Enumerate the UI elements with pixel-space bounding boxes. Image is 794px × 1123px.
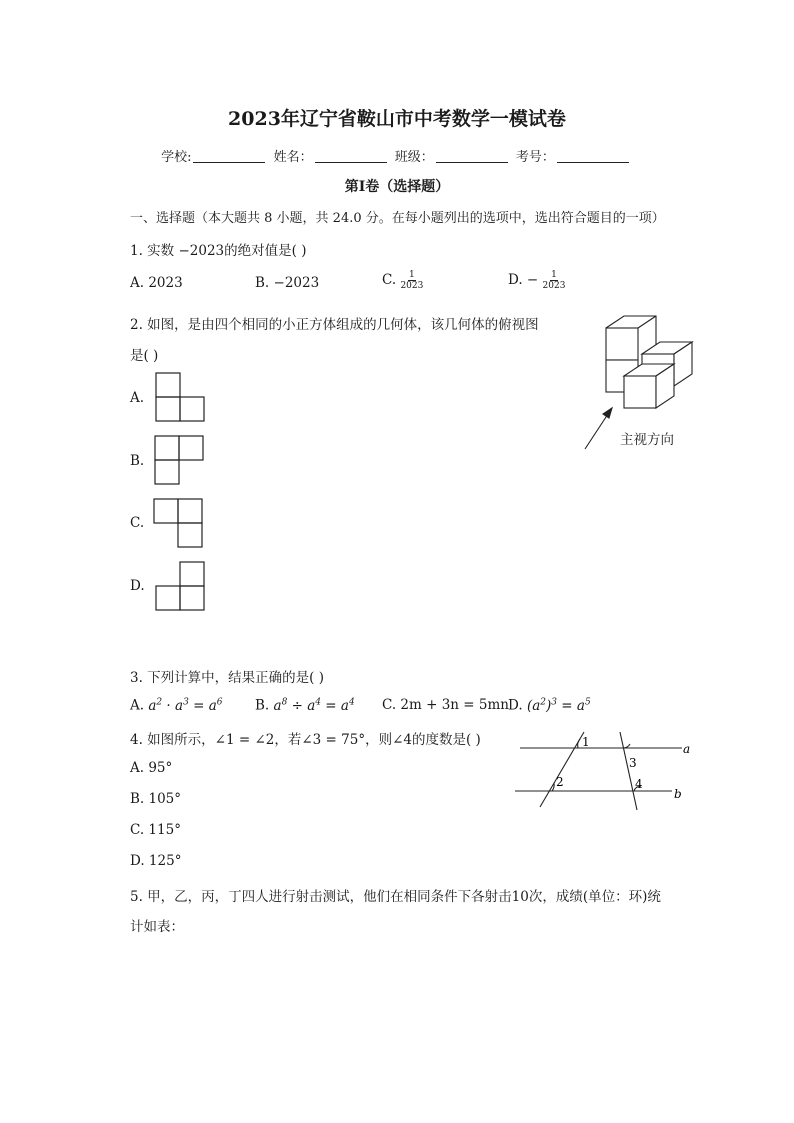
- q2-option-a-label: A.: [130, 390, 145, 406]
- angle-2-label: 2: [556, 775, 564, 789]
- q1-option-d-fraction: [543, 270, 566, 291]
- school-label: 学校:: [161, 150, 192, 165]
- q3-option-a-expr: $a^2 \cdot a^3 = a^6$: [148, 697, 223, 714]
- q1-d-numerator: 1: [551, 270, 557, 280]
- q2-option-a-figure: [150, 370, 210, 426]
- number-label: 考号：: [515, 150, 555, 165]
- line-a-label: a: [683, 742, 691, 756]
- q1-option-a: A. 2023: [130, 275, 183, 291]
- q2-option-b-figure: [150, 433, 210, 489]
- q2-stem-line1: 2. 如图，是由四个相同的小正方体组成的几何体，该几何体的俯视图: [130, 317, 539, 333]
- q4-parallel-lines-figure: [510, 728, 700, 813]
- q3-option-d: [508, 697, 591, 714]
- q2-option-c-figure: [150, 496, 210, 552]
- class-blank: [436, 150, 508, 163]
- name-label: 姓名：: [273, 150, 313, 165]
- q1-option-d: [508, 270, 565, 291]
- q3-option-c: C. 2m + 3n = 5mn: [382, 697, 509, 713]
- page-title: 2023年辽宁省鞍山市中考数学一模试卷: [228, 108, 566, 130]
- q3-option-b-label: B.: [255, 697, 270, 714]
- volume-heading: 第I卷（选择题）: [344, 179, 450, 195]
- line-b-label: b: [674, 787, 682, 801]
- q2-option-d-figure: [150, 559, 210, 615]
- angle-1-label: 1: [582, 735, 590, 749]
- student-info-line: [0, 146, 794, 165]
- q2-option-b-label: B.: [130, 453, 145, 469]
- q3-option-d-label: D.: [508, 697, 523, 714]
- q1-c-numerator: 1: [409, 270, 415, 280]
- q3-option-a-label: A.: [130, 697, 145, 714]
- q5-stem-line1: 5. 甲，乙，丙，丁四人进行射击测试，他们在相同条件下各射击10次，成绩(单位：环)统: [130, 889, 661, 905]
- q1-stem: 1. 实数 −2023的绝对值是( ): [130, 243, 307, 259]
- q5-stem-line2: 计如表：: [130, 919, 184, 935]
- angle-3-label: 3: [629, 756, 637, 770]
- q2-stem-line2: 是( ): [130, 348, 159, 364]
- q1-option-d-label: D. −: [508, 272, 539, 288]
- q2-option-c-label: C.: [130, 515, 145, 531]
- q1-option-c-fraction: [400, 270, 423, 291]
- q3-option-b: [255, 697, 355, 714]
- q3-option-b-expr: $a^8 \div a^4 = a^4$: [273, 697, 355, 714]
- q4-option-c: C. 115°: [130, 822, 181, 838]
- section-heading: 一、选择题（本大题共 8 小题，共 24.0 分。在每小题列出的选项中，选出符合题目的一项）: [130, 211, 665, 226]
- q3-stem: 3. 下列计算中，结果正确的是( ): [130, 670, 324, 686]
- q1-option-b: B. −2023: [255, 275, 320, 291]
- number-blank: [557, 150, 629, 163]
- school-blank: [193, 150, 265, 163]
- name-blank: [315, 150, 387, 163]
- q1-d-denominator: 2023: [542, 281, 566, 291]
- class-label: 班级：: [394, 150, 434, 165]
- q4-option-a: A. 95°: [130, 760, 173, 776]
- q2-option-d-label: D.: [130, 578, 145, 594]
- q4-stem: 4. 如图所示，∠1 = ∠2，若∠3 = 75°，则∠4的度数是( ): [130, 732, 481, 748]
- q4-option-d: D. 125°: [130, 853, 182, 869]
- q1-c-denominator: 2023: [400, 281, 424, 291]
- arrow-label: 主视方向: [620, 432, 674, 448]
- q4-option-b: B. 105°: [130, 791, 182, 807]
- q3-option-d-expr: $(a^2)^3 = a^5$: [526, 697, 591, 714]
- angle-4-label: 4: [635, 777, 643, 791]
- q1-option-c-label: C.: [382, 272, 401, 288]
- q3-option-a: [130, 697, 223, 714]
- q1-option-c: [382, 270, 423, 291]
